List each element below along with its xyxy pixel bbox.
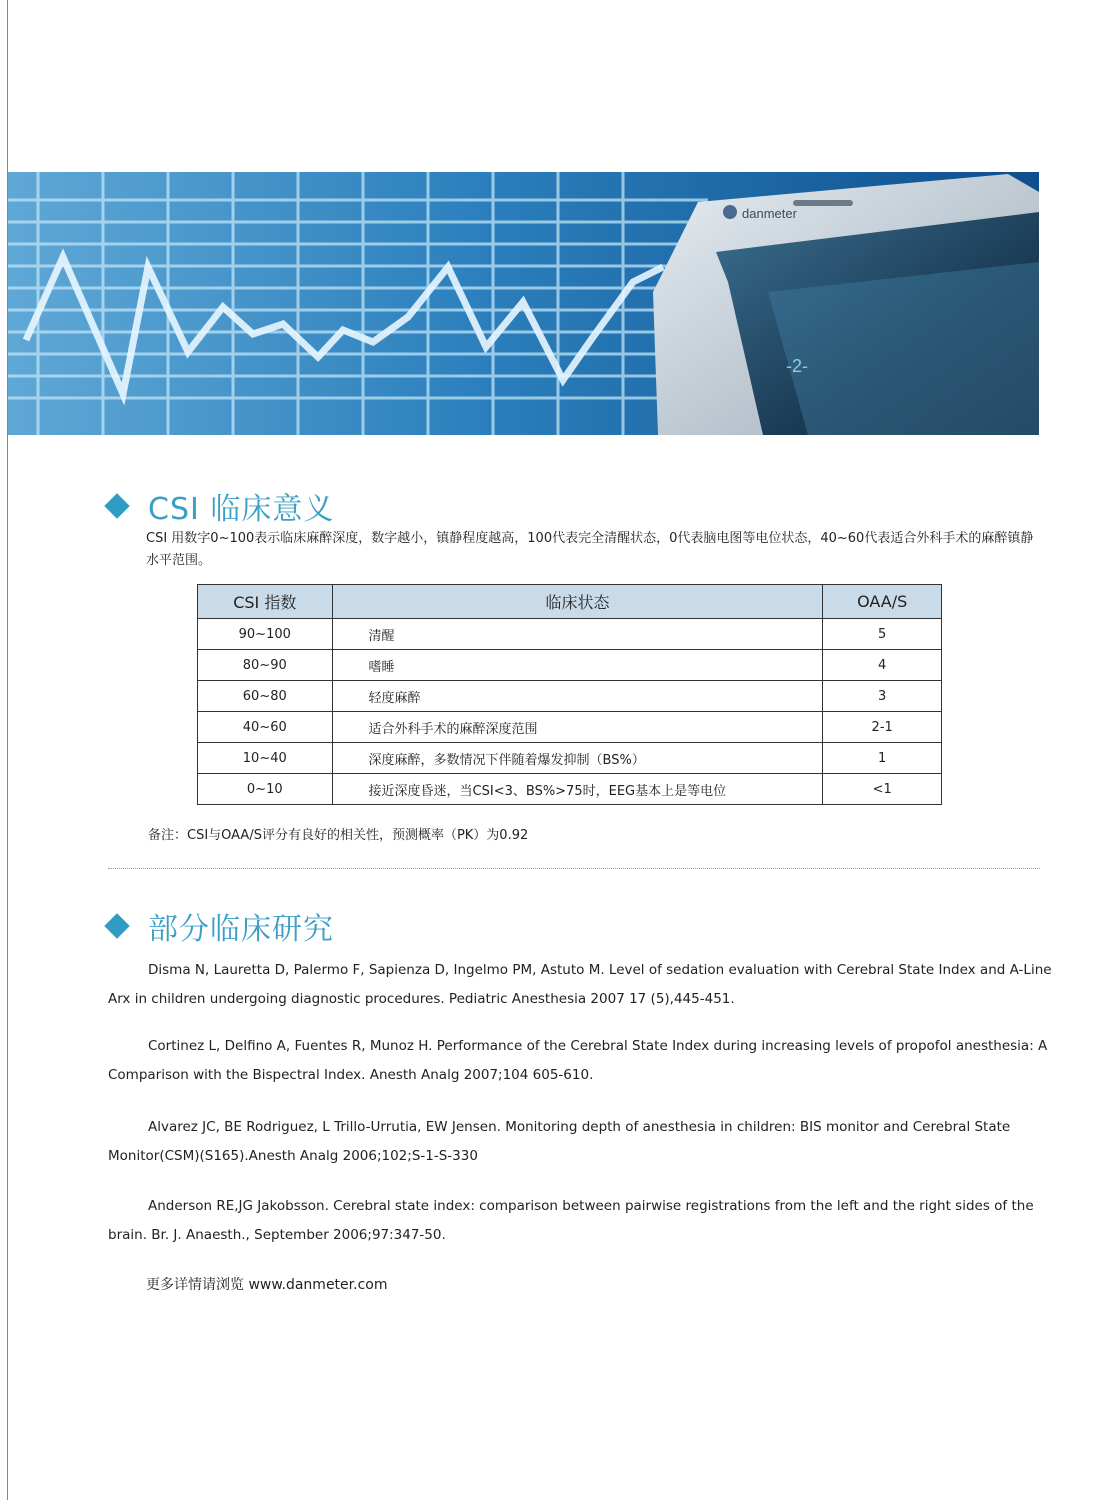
reference-item: Alvarez JC, BE Rodriguez, L Trillo-Urrutia, EW Jensen. Monitoring depth of anesthesia in children: BIS monitor and Cerebral State Monitor(CSM)(S165).Anesth Analg 2006;102;S-1-S-330 xyxy=(108,1119,1011,1164)
table-cell: 接近深度昏迷，当CSI<3、BS%>75时，EEG基本上是等电位 xyxy=(332,774,823,805)
reference-item: Anderson RE,JG Jakobsson. Cerebral state index: comparison between pairwise registrations from the left and the right sides of the brain. Br. J. Anaesth., September 2006;97:347-50. xyxy=(108,1198,1034,1243)
table-cell: 90~100 xyxy=(198,619,333,650)
column-header-oaas: OAA/S xyxy=(823,585,942,619)
table-row xyxy=(198,681,942,712)
diamond-bullet-icon xyxy=(104,493,129,518)
csi-table xyxy=(197,584,942,805)
table-cell: 80~90 xyxy=(198,650,333,681)
table-row xyxy=(198,619,942,650)
table-cell: <1 xyxy=(823,774,942,805)
table-cell: 2-1 xyxy=(823,712,942,743)
table-cell: 清醒 xyxy=(332,619,823,650)
table-row xyxy=(198,743,942,774)
diamond-bullet-icon xyxy=(104,913,129,938)
table-cell: 3 xyxy=(823,681,942,712)
monitor-device xyxy=(653,174,1039,435)
column-header-state: 临床状态 xyxy=(332,585,823,619)
table-cell: 5 xyxy=(823,619,942,650)
reference-list xyxy=(108,956,1053,1250)
table-row xyxy=(198,712,942,743)
brand-logo-text: danmeter xyxy=(742,206,797,221)
table-cell: 轻度麻醉 xyxy=(332,681,823,712)
column-header-csi: CSI 指数 xyxy=(198,585,333,619)
screen-readout: -2- xyxy=(786,356,808,376)
table-header-row xyxy=(198,585,942,619)
table-cell: 适合外科手术的麻醉深度范围 xyxy=(332,712,823,743)
banner-graphic xyxy=(8,172,1039,435)
table-cell: 深度麻醉，多数情况下伴随着爆发抑制（BS%） xyxy=(332,743,823,774)
table-cell: 1 xyxy=(823,743,942,774)
header-banner xyxy=(8,172,1039,435)
table-row xyxy=(198,650,942,681)
csi-intro-paragraph: CSI 用数字0~100表示临床麻醉深度，数字越小，镇静程度越高，100代表完全清醒状态，0代表脑电图等电位状态，40~60代表适合外科手术的麻醉镇静水平范围。 xyxy=(146,531,1034,568)
section-heading-research xyxy=(106,904,334,948)
table-cell: 40~60 xyxy=(198,712,333,743)
table-cell: 0~10 xyxy=(198,774,333,805)
footer-website-text: 更多详情请浏览 www.danmeter.com xyxy=(146,1277,388,1293)
dotted-divider xyxy=(108,868,1040,869)
table-cell: 60~80 xyxy=(198,681,333,712)
reference-item: Cortinez L, Delfino A, Fuentes R, Munoz H. Performance of the Cerebral State Index during increasing levels of propofol anesthesia: A Comparison with the Bispectral Index. Anesth Analg 2007;104 605-610. xyxy=(108,1038,1048,1083)
section-heading-csi xyxy=(106,484,334,528)
table-cell: 4 xyxy=(823,650,942,681)
section-title: 部分临床研究 xyxy=(148,912,334,947)
table-cell: 10~40 xyxy=(198,743,333,774)
table-row xyxy=(198,774,942,805)
table-cell: 嗜睡 xyxy=(332,650,823,681)
table-footnote: 备注：CSI与OAA/S评分有良好的相关性，预测概率（PK）为0.92 xyxy=(148,828,529,843)
section-title: CSI 临床意义 xyxy=(148,492,335,527)
reference-item: Disma N, Lauretta D, Palermo F, Sapienza D, Ingelmo PM, Astuto M. Level of sedation evaluation with Cerebral State Index and A-Line Arx in children undergoing diagnostic procedures. Pediatric Anesthesia 2007 17 (5),445-451. xyxy=(108,962,1052,1007)
